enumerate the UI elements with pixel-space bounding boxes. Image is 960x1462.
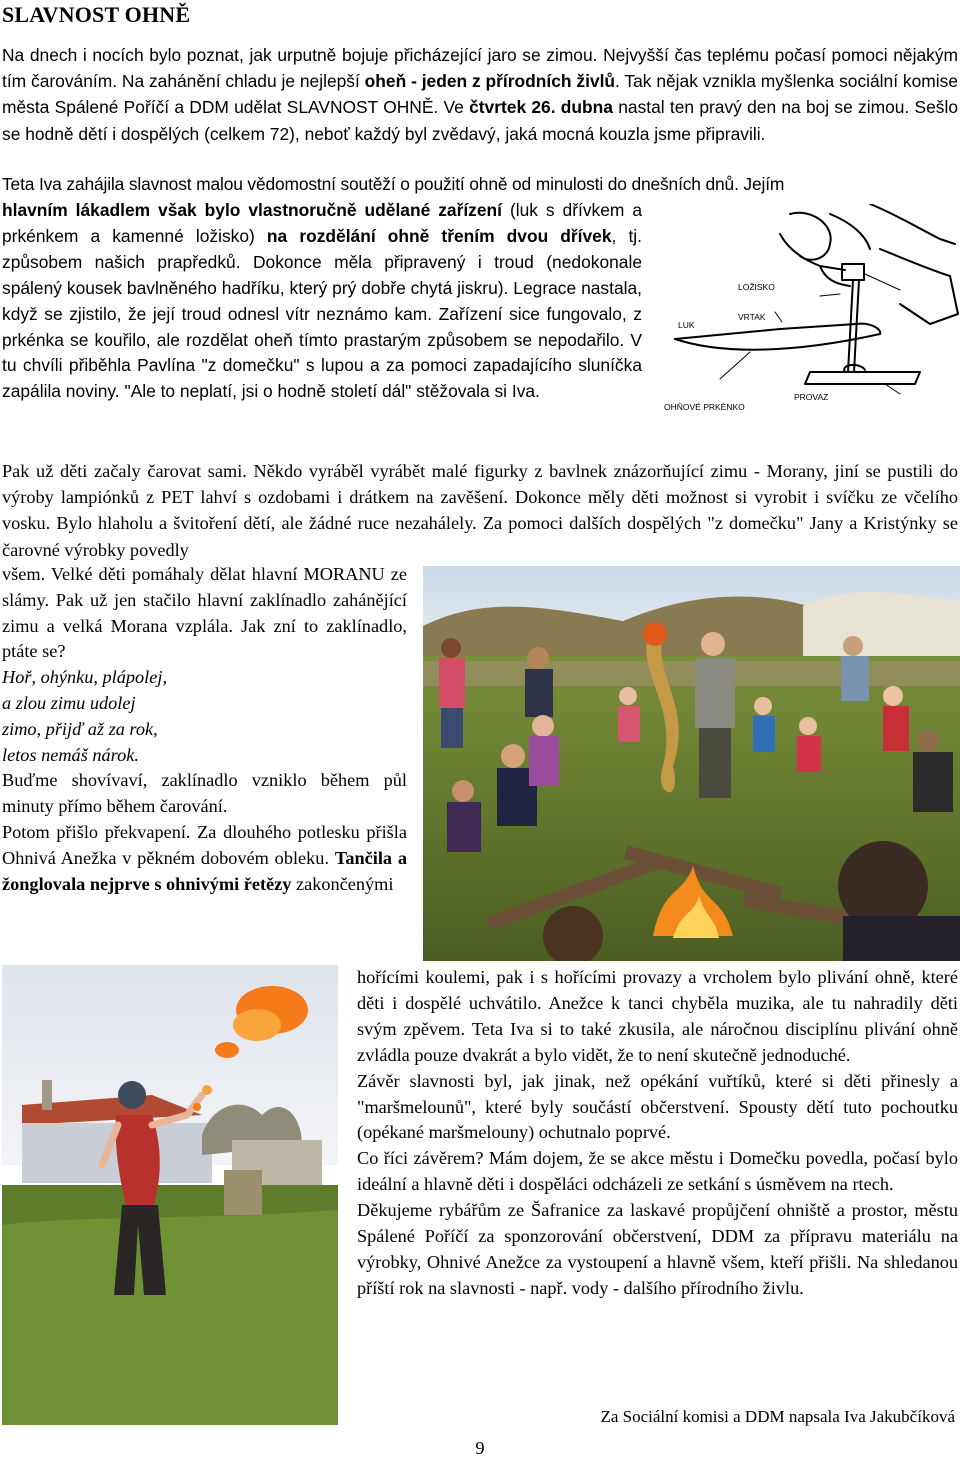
page-title: SLAVNOST OHNĚ	[2, 2, 191, 27]
paragraph-2-body	[2, 198, 642, 405]
campfire-photo	[423, 566, 960, 961]
label-drill: VRTAK	[738, 312, 766, 322]
p2-text-1: (luk s dřívkem a prkénkem a kamenné ložisko)	[2, 200, 643, 246]
intro-text-1: Na dnech i nocích bylo poznat, jak urputně bojuje přicházející jaro se zimou. Nejvyšší čas teplému počasí pomoci nějakým tím čarováním. Na zahánění chladu je nejlepší	[2, 45, 958, 92]
intro-text-3: nastal ten pravý den na boj se zimou. Sešlo se hodně dětí i dospělých (celkem 72), neboť každý byl zvědavý, jaká mocná kouzla jsme připravili.	[2, 97, 959, 144]
poem-line-1: Hoř, ohýnku, plápolej,	[2, 667, 168, 688]
left-column-text	[2, 562, 407, 897]
poem-line-3: zimo, přijď až za rok,	[2, 718, 158, 739]
label-fireboard: OHŇOVÉ PRKÉNKO	[664, 402, 745, 412]
label-bearing: LOŽISKO	[738, 282, 775, 292]
p6-bold-1: Tančila a žonglovala nejprve s ohnivými řetězy	[2, 847, 407, 894]
p6-text-1: Potom přišlo překvapení. Za dlouhého potlesku přišla Ohnivá Anežka v pěkném dobovém obleku.	[2, 821, 407, 868]
paragraph-9: Děkujeme rybářům ze Šafranice za laskavé propůjčení ohniště a prostor, městu Spálené Poříčí za sponzorování občerstvení, DDM za přípravu materiálu na výrobky, Ohnivé Anežce za vystoupení a hlavně všem, kteří přišli. Na shledanou příští rok na slavnosti - např. vody - dalšího přírodního živlu.	[357, 1200, 958, 1298]
paragraph-2-line-1: Teta Iva zahájila slavnost malou vědomostní soutěží o použití ohně od minulosti do dnešních dnů. Jejím	[2, 174, 785, 194]
paragraph-7: Závěr slavnosti byl, jak jinak, než opékání vuřtíků, které si děti přinesly a "maršmelounů", které byly součástí občerstvení. Spousty dětí tuto pochoutku (opékané maršmelouny) ochutnalo poprvé.	[357, 1070, 958, 1143]
label-bow: LUK	[678, 320, 695, 330]
signature: Za Sociální komisi a DDM napsala Iva Jakubčíková	[600, 1407, 955, 1426]
paragraph-4: všem. Velké děti pomáhaly dělat hlavní MORANU ze slámy. Pak už jen stačilo hlavní zaklínadlo zahánějící zimu a velká Morana vzplála. Jak zní to zaklínadlo, ptáte se?	[2, 564, 407, 662]
p6-text-2: zakončenými	[291, 873, 394, 894]
intro-paragraph	[2, 42, 958, 147]
label-string: PROVAZ	[794, 392, 829, 402]
paragraph-8: Co říci závěrem? Mám dojem, že se akce městu i Domečku povedla, počasí bylo ideální a hlavně děti i dospěláci odcházeli ze setkání s úsměvem na rtech.	[357, 1148, 958, 1195]
paragraph-6	[2, 820, 407, 897]
p2-text-2: , tj. způsobem našich prapředků. Dokonce měla připravený i troud (nedokonale spálený kousek bavlněného hadříku, který prý dobře chytá jiskru). Legrace nastala, když se zjistilo, že její troud odnesl vítr neznámo kam. Zařízení sice fungovalo, z prkénka se kouřilo, ale rozdělat oheň tímto prastarým způsobem se nepodařilo. V tu chvíli přiběhla Pavlína "z domečku" s lupou a za pomoci zapadajícího sluníčka zapálila noviny. "Ale to neplatí, jsi o hodně století dál" stěžovala si Iva.	[2, 225, 642, 402]
fire-dancer-photo	[2, 965, 338, 1425]
intro-text-2: . Tak nějak vznikla myšlenka sociální komise města Spálené Poříčí a DDM udělat SLAVNOST OHNĚ. Ve	[2, 71, 958, 118]
right-column-text	[357, 965, 958, 1302]
intro-bold-1: oheň - jeden z přírodních živlů	[364, 71, 616, 92]
paragraph-3: Pak už děti začaly čarovat sami. Někdo vyráběl vyrábět malé figurky z bavlnek znázorňující zimu - Morany, jiní se pustili do výroby lampiónků z PET lahví s ozdobami i drátkem na zavěšení. Dokonce měly děti možnost si vyrobit i svíčku ze včelího vosku. Bylo hlaholu a švitoření dětí, ale žádné ruce nezahálely. Za pomoci dalších dospělých "z domečku" Jany a Kristýnky se čarovné výrobky povedly	[2, 461, 958, 560]
paragraph-5: Buďme shovívaví, zaklínadlo vzniklo během půl minuty přímo během čarování.	[2, 770, 407, 817]
bow-drill-diagram	[660, 204, 960, 416]
poem-line-2: a zlou zimu udolej	[2, 692, 136, 713]
campfire-scene	[423, 566, 960, 961]
fire-dancer-scene	[2, 965, 338, 1425]
page-number: 9	[475, 1438, 485, 1458]
poem-line-4: letos nemáš nárok.	[2, 744, 139, 765]
bow-drill-drawing	[660, 204, 960, 416]
paragraph-6-continued: hořícími koulemi, pak i s hořícími provazy a vrcholem bylo plivání ohně, které děti i dospělé uchvátilo. Anežce k tanci chyběla muzika, ale tu nahradily děti svým zpěvem. Teta Iva si to také zkusila, ale náročnou disciplínu plivání ohně zvládla pouze dvakrát a bylo vidět, že to není skutečně jednoduché.	[357, 967, 958, 1065]
p2-bold-2: na rozdělání ohně třením dvou dřívek	[266, 225, 612, 246]
intro-bold-2: čtvrtek 26. dubna	[469, 97, 613, 118]
p2-bold-1: hlavním lákadlem však bylo vlastnoručně udělané zařízení	[2, 200, 502, 220]
